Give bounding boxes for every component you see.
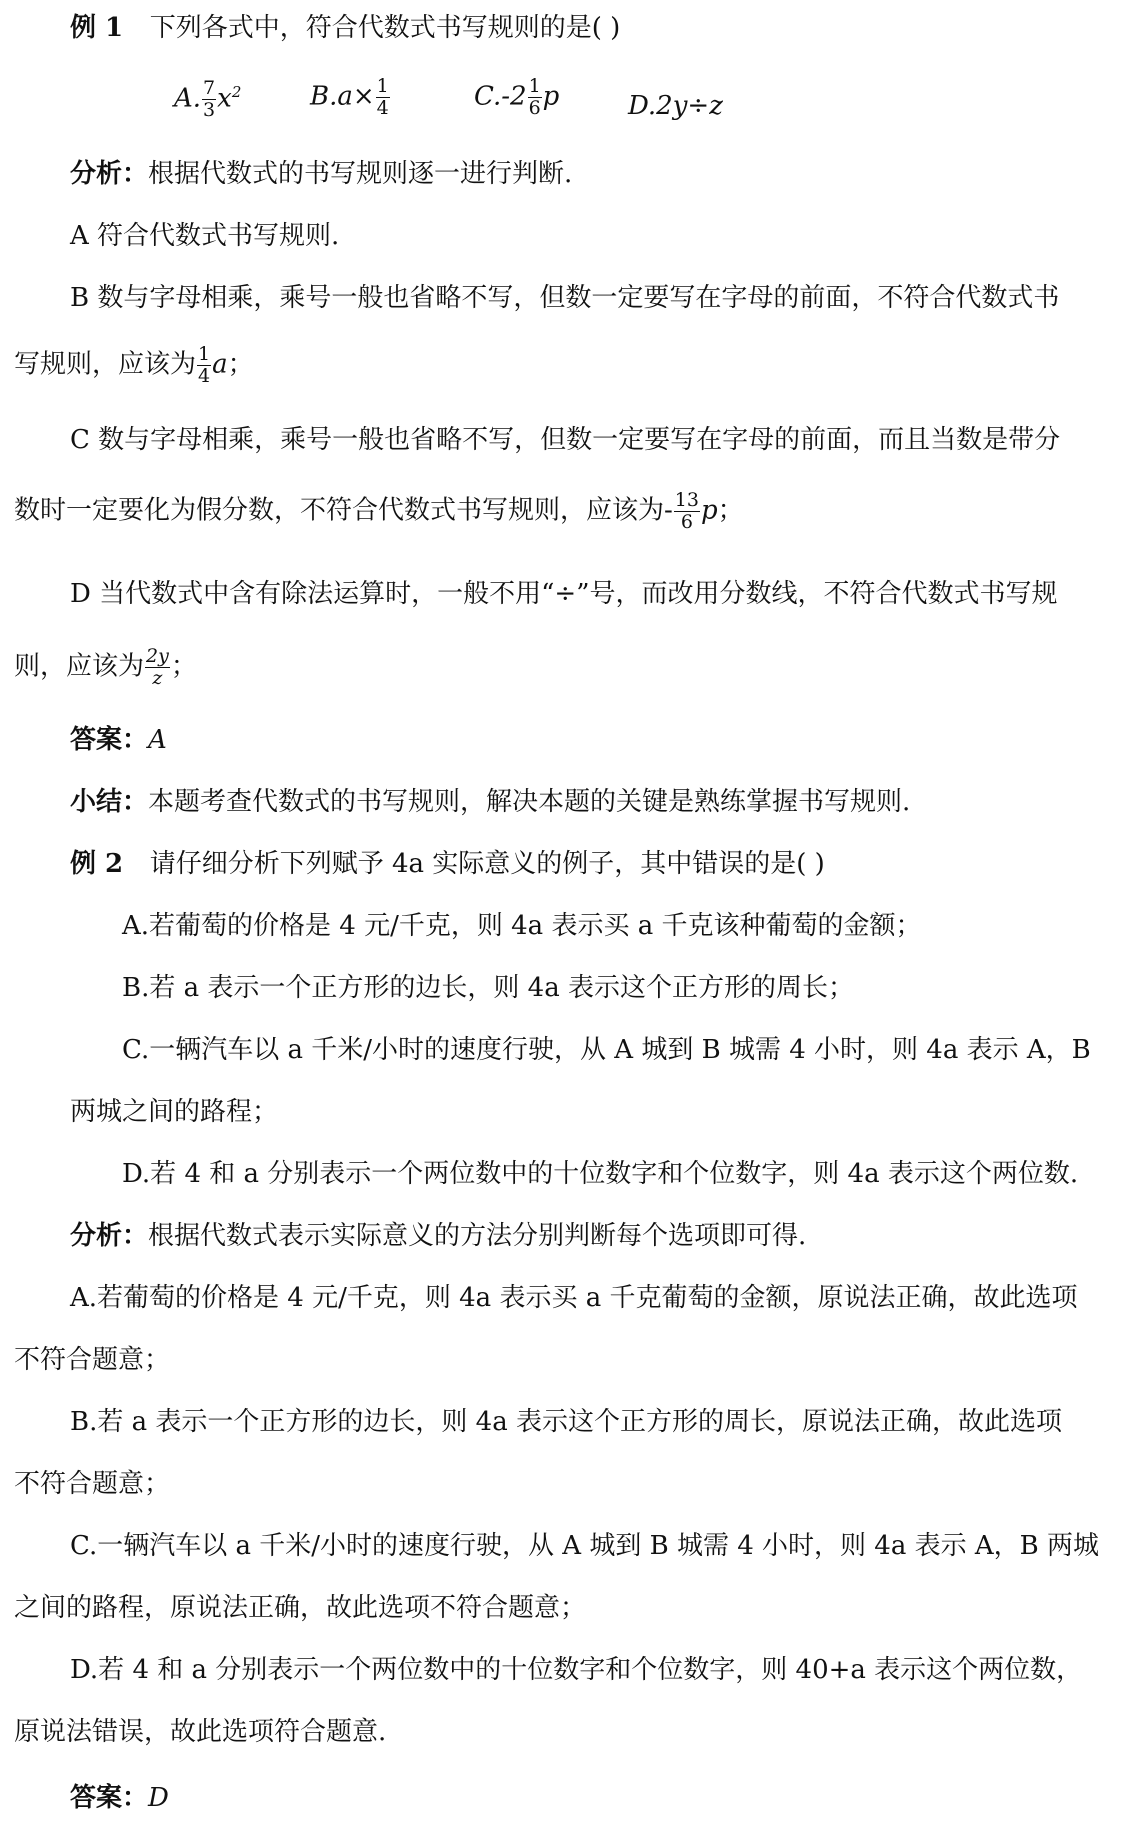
example2-d-line2: 原说法错误，故此选项符合题意.: [14, 1717, 387, 1747]
example2-c-line2: 之间的路程，原说法正确，故此选项不符合题意；: [14, 1593, 587, 1623]
example2-a-line1: A.若葡萄的价格是 4 元/千克，则 4a 表示买 a 千克葡萄的金额，原说法正确，故此选项: [70, 1283, 1078, 1313]
example1-b-line1: B 数与字母相乘，乘号一般也省略不写，但数一定要写在字母的前面，不符合代数式书: [70, 283, 1060, 313]
example2-option-d: D.若 4 和 a 分别表示一个两位数中的十位数字和个位数字，则 4a 表示这个两位数.: [122, 1159, 1079, 1189]
example2-answer: 答案：D: [70, 1783, 169, 1813]
example1-d-line1: D 当代数式中含有除法运算时，一般不用“÷”号，而改用分数线，不符合代数式书写规: [70, 579, 1058, 609]
fraction: $\frac{1}{4}$: [198, 343, 211, 387]
example1-label: 例 1: [70, 13, 124, 43]
example2-label: 例 2: [70, 849, 124, 879]
fraction: $\frac{1}{6}$: [528, 75, 541, 119]
example1-c-line1: C 数与字母相乘，乘号一般也省略不写，但数一定要写在字母的前面，而且当数是带分: [70, 425, 1061, 455]
example2-a-line2: 不符合题意；: [14, 1345, 171, 1375]
fraction: $\frac{13}{6}$: [674, 489, 699, 533]
example1-option-c: C.-2 $\frac{1}{6}$ p: [474, 75, 560, 119]
example2-b-line2: 不符合题意；: [14, 1469, 171, 1499]
example2-question-line: [70, 848, 825, 880]
example2-d-line1: D.若 4 和 a 分别表示一个两位数中的十位数字和个位数字，则 40+a 表示这个两位数，: [70, 1655, 1083, 1685]
example1-c-line2: 数时一定要化为假分数，不符合代数式书写规则，应该为- $\frac{13}{6}$ p；: [14, 489, 744, 533]
example1-option-b: B.a× $\frac{1}{4}$: [310, 75, 389, 119]
example1-d-line2: 则，应该为 $\frac{2y}{z}$ ；: [14, 645, 197, 689]
fraction: $\frac{2y}{z}$: [146, 645, 169, 689]
example1-analysis: 分析：根据代数式的书写规则逐一进行判断.: [70, 159, 573, 189]
example2-c-line1: C.一辆汽车以 a 千米/小时的速度行驶，从 A 城到 B 城需 4 小时，则 4a 表示 A，B 两城: [70, 1531, 1100, 1561]
fraction: $\frac{1}{4}$: [376, 75, 389, 119]
example2-option-c-line2: 两城之间的路程；: [70, 1097, 279, 1127]
example2-analysis: 分析：根据代数式表示实际意义的方法分别判断每个选项即可得.: [70, 1221, 807, 1251]
example1-summary: 小结：本题考查代数式的书写规则，解决本题的关键是熟练掌握书写规则.: [70, 787, 911, 817]
example2-option-c-line1: C.一辆汽车以 a 千米/小时的速度行驶，从 A 城到 B 城需 4 小时，则 4a 表示 A，B: [122, 1035, 1091, 1065]
example1-option-a: A. $\frac{7}{3}$ $x^2$: [174, 77, 242, 122]
example2-option-b: B.若 a 表示一个正方形的边长，则 4a 表示这个正方形的周长；: [122, 973, 854, 1003]
fraction: $\frac{7}{3}$: [203, 77, 216, 122]
example1-option-d: D.2y÷z: [628, 91, 723, 121]
example1-question-line: [70, 12, 620, 44]
example1-question: 下列各式中，符合代数式书写规则的是( ): [149, 13, 621, 43]
example1-b-line2: 写规则，应该为 $\frac{1}{4}$ a；: [14, 343, 254, 387]
example2-option-a: A.若葡萄的价格是 4 元/千克，则 4a 表示买 a 千克该种葡萄的金额；: [122, 911, 922, 941]
example2-question: 请仔细分析下列赋予 4a 实际意义的例子，其中错误的是( ): [149, 849, 825, 879]
example1-a-line: A 符合代数式书写规则.: [70, 221, 340, 251]
example1-answer: 答案：A: [70, 725, 167, 755]
example2-b-line1: B.若 a 表示一个正方形的边长，则 4a 表示这个正方形的周长，原说法正确，故此选项: [70, 1407, 1062, 1437]
